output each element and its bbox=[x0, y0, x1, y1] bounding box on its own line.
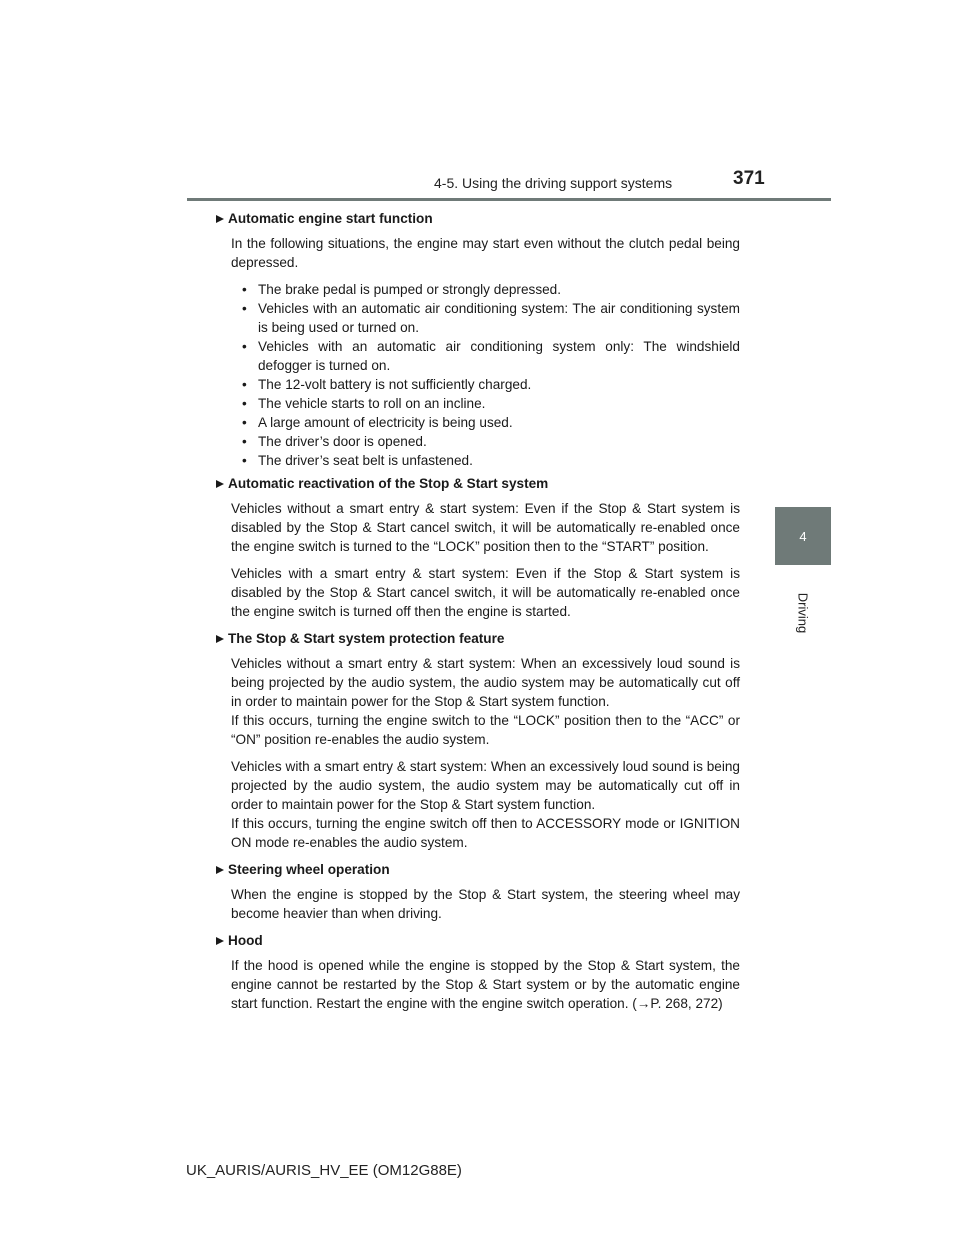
section-automatic-engine-start bbox=[216, 209, 740, 470]
list-item: • The driver’s seat belt is unfastened. bbox=[241, 451, 740, 470]
section-automatic-reactivation bbox=[216, 474, 740, 621]
paragraph: Vehicles without a smart entry & start system: When an excessively loud sound is being projected by the audio system, the audio system may be automatically cut off in order to maintain power for the Stop & Start system function. bbox=[231, 656, 740, 709]
paragraph: When the engine is stopped by the Stop & Start system, the steering wheel may become heavier than when driving. bbox=[231, 887, 740, 921]
triangle-bullet-icon bbox=[216, 937, 224, 945]
section-heading bbox=[216, 474, 740, 493]
section-heading-text: Hood bbox=[228, 933, 263, 948]
triangle-bullet-icon bbox=[216, 866, 224, 874]
document-code: UK_AURIS/AURIS_HV_EE (OM12G88E) bbox=[186, 1162, 462, 1179]
section-steering-wheel bbox=[216, 860, 740, 923]
list-item: • The 12-volt battery is not sufficiently charged. bbox=[241, 375, 740, 394]
section-heading bbox=[216, 860, 740, 879]
chapter-label-text: Driving bbox=[795, 592, 811, 634]
list-item: • Vehicles with an automatic air conditioning system: The air conditioning system is being used or turned on. bbox=[241, 299, 740, 337]
chapter-number: 4 bbox=[799, 529, 807, 544]
list-item: • Vehicles with an automatic air conditioning system only: The windshield defogger is turned on. bbox=[241, 337, 740, 375]
triangle-bullet-icon bbox=[216, 215, 224, 223]
section-heading bbox=[216, 629, 740, 648]
paragraph: Vehicles without a smart entry & start system: Even if the Stop & Start system is disabled by the Stop & Start cancel switch, it will be automatically re-enabled once the engine switch is turned to the “LOCK” position then to the “START” position. bbox=[231, 501, 740, 554]
paragraph: If this occurs, turning the engine switch off then to ACCESSORY mode or IGNITION ON mode re-enables the audio system. bbox=[231, 816, 740, 850]
chapter-label bbox=[795, 578, 811, 648]
paragraph: Vehicles with a smart entry & start system: When an excessively loud sound is being projected by the audio system, the audio system may be automatically cut off in order to maintain power for the Stop & Start system function. bbox=[231, 759, 740, 812]
list-item: • The driver’s door is opened. bbox=[241, 432, 740, 451]
section-hood bbox=[216, 931, 740, 1013]
section-heading bbox=[216, 209, 740, 228]
list-item: • The vehicle starts to roll on an incline. bbox=[241, 394, 740, 413]
section-header-title: 4-5. Using the driving support systems bbox=[434, 175, 673, 191]
section-heading-text: Automatic reactivation of the Stop & Start system bbox=[228, 476, 549, 491]
section-protection-feature bbox=[216, 629, 740, 852]
chapter-tab bbox=[775, 507, 831, 565]
paragraph: Vehicles with a smart entry & start system: Even if the Stop & Start system is disabled by the Stop & Start cancel switch, it will be automatically re-enabled once the engine switch is turned off then the engine is started. bbox=[231, 566, 740, 619]
list-item: • A large amount of electricity is being used. bbox=[241, 413, 740, 432]
paragraph: If the hood is opened while the engine is stopped by the Stop & Start system, the engine cannot be restarted by the Stop & Start system or by the automatic engine start function. Restart the engine with the engine switch operation. (→P. 268, 272) bbox=[231, 958, 740, 1011]
triangle-bullet-icon bbox=[216, 480, 224, 488]
triangle-bullet-icon bbox=[216, 635, 224, 643]
header-divider bbox=[187, 198, 831, 201]
section-heading bbox=[216, 931, 740, 950]
paragraph: In the following situations, the engine may start even without the clutch pedal being depressed. bbox=[231, 236, 740, 270]
section-heading-text: The Stop & Start system protection feature bbox=[228, 631, 505, 646]
list-item: • The brake pedal is pumped or strongly depressed. bbox=[241, 280, 740, 299]
bullet-list bbox=[241, 280, 740, 470]
paragraph: If this occurs, turning the engine switch to the “LOCK” position then to the “ACC” or “ON” position re-enables the audio system. bbox=[231, 713, 740, 747]
section-heading-text: Steering wheel operation bbox=[228, 862, 390, 877]
section-heading-text: Automatic engine start function bbox=[228, 211, 433, 226]
main-content bbox=[216, 209, 740, 1021]
page-number: 371 bbox=[733, 168, 765, 189]
